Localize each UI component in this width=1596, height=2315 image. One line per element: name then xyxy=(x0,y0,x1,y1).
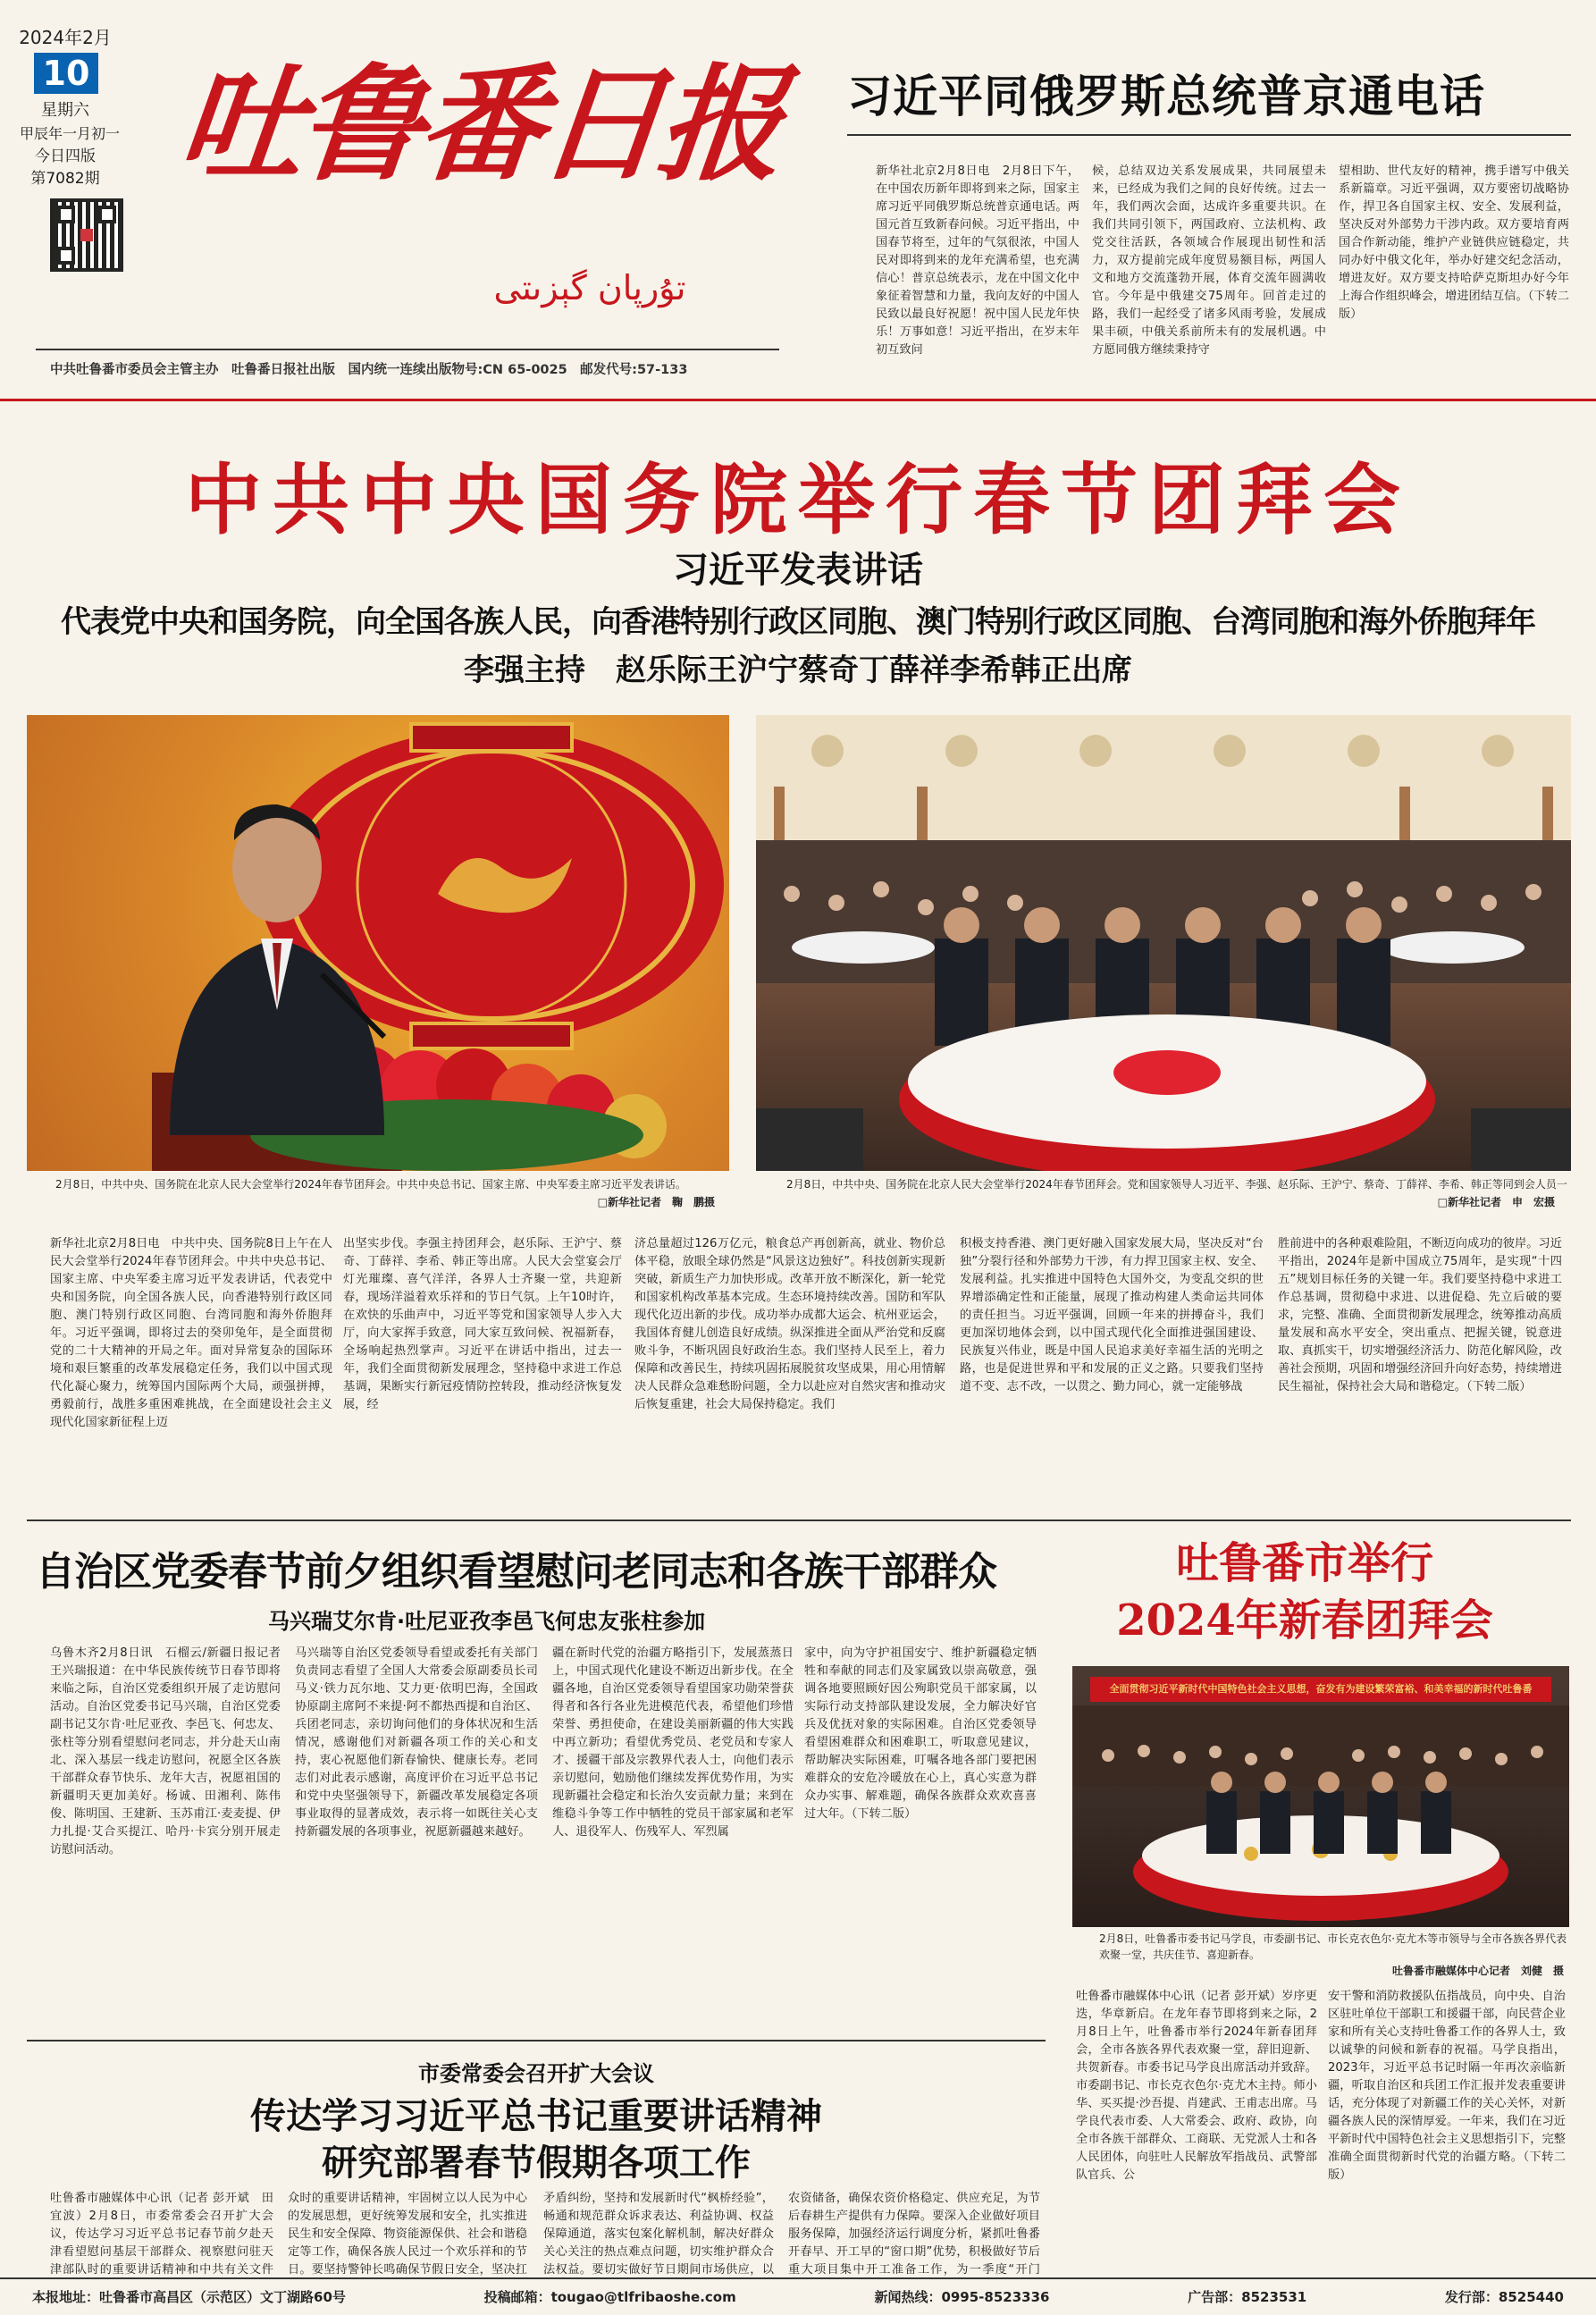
story5-headline-line2[interactable]: 研究部署春节假期各项工作 xyxy=(322,2142,751,2184)
story3-col: 乌鲁木齐2月8日讯 石榴云/新疆日报记者王兴瑞报道：在中华民族传统节日春节即将来临之际，自治区党委组织开展了走访慰问活动。自治区党委书记马兴瑞，自治区党委副书记艾尔肯·吐尼亚孜、李邑飞、何忠友、张柱等分别看望慰问老同志，并分赴天山南北、深入基层一线走访慰问，祝愿全区各族干部群众春节快乐、龙年大吉，祝愿祖国的新疆明天更加美好。杨诚、田湘利、陈伟俊、陈明国、王建新、玉苏甫江·麦麦提、伊力扎提·艾合买提江、哈丹·卡宾分别开展走访慰问活动。 xyxy=(50,1646,281,1856)
footer-ads: 广告部：8523531 xyxy=(1188,2288,1307,2305)
footer-email[interactable]: 投稿邮箱：tougao@tlfribaoshe.com xyxy=(483,2288,736,2305)
date-box xyxy=(16,23,159,202)
footer-address: 本报地址：吐鲁番市高昌区（示范区）文丁湖路60号 xyxy=(32,2288,346,2305)
speaker-scene-svg xyxy=(27,715,729,1171)
story4-banner: 全面贯彻习近平新时代中国特色社会主义思想，奋发有为建设繁荣富裕、和美幸福的新时代吐鲁番 xyxy=(1090,1677,1551,1702)
masthead-divider xyxy=(36,349,779,350)
top-story-col: 候，总结双边关系发展成果，共同展望未来，已经成为我们之间的良好传统。过去一年，我们两次会面，达成许多重要共识。在我们共同引领下，两国政府、立法机构、政党交往活跃，各领域合作展现出韧性和活力，双方提前完成年度贸易额目标，两国人文和地方交流蓬勃开展，体育交流年圆满收官。今年是中俄建交75周年。回首走过的路，我们一起经受了诸多风雨考验，发展成果丰硕，中俄关系前所未有的发展机遇。中方愿同俄方继续秉持守 xyxy=(1092,164,1326,357)
story3-headline[interactable]: 自治区党委春节前夕组织看望慰问老同志和各族干部群众 xyxy=(36,1549,996,1595)
lead-col: 积极支持香港、澳门更好融入国家发展大局，坚决反对“台独”分裂行径和外部势力干涉，有力捍卫国家主权、安全、发展利益。扎实推进中国特色大国外交，为变乱交织的世界增添确定性和正能量，展现了推动构建人类命运共同体的责任担当。习近平强调，回顾一年来的拼搏奋斗，我们更加深切地体会到，以中国式现代化全面推进强国建设、民族复兴伟业，既是中国人民追求美好幸福生活的光明之路，也是促进世界和平和发展的正义之路。只要我们坚持道不变、志不改，一以贯之、勤力同心，就一定能够战 xyxy=(960,1237,1264,1393)
story4-photo-credit: 吐鲁番市融媒体中心记者 刘健 摄 xyxy=(1391,1965,1564,1977)
story3-bottom-rule xyxy=(27,2040,1046,2041)
story4-headline-line1[interactable]: 吐鲁番市举行 xyxy=(1175,1538,1433,1588)
date-year-month: 2024年2月 xyxy=(19,27,112,48)
footer-hotline: 新闻热线：0995-8523336 xyxy=(874,2288,1050,2305)
masthead-info: 中共吐鲁番市委员会主管主办 吐鲁番日报社出版 国内统一连续出版物号:CN 65-0025 邮发代号:57-133 xyxy=(50,363,688,377)
lead-photo-banquet xyxy=(756,715,1571,1171)
story5-col: 众时的重要讲话精神，牢固树立以人民为中心的发展思想，更好统筹发展和安全，扎实推进民生和安全保障、物资能源保供、社会和谐稳定等工作，确保各族人民过一个欢乐祥和的节日。要坚持警钟长鸣确保节假日安全，坚决扛 xyxy=(288,2192,527,2276)
story5-kicker: 市委常委会召开扩大会议 xyxy=(418,2061,654,2086)
banquet-scene-svg xyxy=(756,715,1571,1171)
story3-col: 家中，向为守护祖国安宁、维护新疆稳定牺牲和奉献的同志们及家属致以崇高敬意，强调各地要照顾好因公殉职党员干部家属，以实际行动支持部队建设发展，全力解决好官兵及优抚对象的实际困难。自治区党委领导看望困难群众和困难职工，听取意见建议，帮助解决实际困难，叮嘱各地各部门要把困难群众的安危冷暖放在心上，真心实意为群众办实事、解难题，确保各族群众欢欢喜喜过大年。（下转二版） xyxy=(804,1646,1037,1821)
story4-headline-line2[interactable]: 2024年新春团拜会 xyxy=(1116,1595,1493,1646)
lead-photo-speaker xyxy=(27,715,729,1171)
top-story-col: 望相助、世代友好的精神，携手谱写中俄关系新篇章。习近平强调，双方要密切战略协作，捍卫各自国家主权、安全、发展利益，坚决反对外部势力干涉内政。双方要培育两国合作新动能，维护产业链供应链稳定，共同办好中俄文化年，举办好建交纪念活动，增进友好。双方要支持哈萨克斯坦办好今年上海合作组织峰会，增进团结互信。（下转二版） xyxy=(1339,164,1569,321)
lead-photo2-caption: 2月8日，中共中央、国务院在北京人民大会堂举行2024年春节团拜会。党和国家领导人习近平、李强、赵乐际、王沪宁、蔡奇、丁薛祥、李希、韩正等同到会人员一 xyxy=(786,1178,1567,1191)
footer-bar xyxy=(0,2281,1596,2311)
lead-deck: 代表党中央和国务院，向全国各族人民，向香港特别行政区同胞、澳门特别行政区同胞、台湾同胞和海外侨胞拜年 xyxy=(61,604,1535,640)
lead-col: 出坚实步伐。李强主持团拜会，赵乐际、王沪宁、蔡奇、丁薛祥、李希、韩正等出席。人民大会堂宴会厅灯光璀璨、喜气洋洋，各界人士齐聚一堂，共迎新春，现场洋溢着欢乐祥和的节日气氛。上午10时许，在欢快的乐曲声中，习近平等党和国家领导人步入大厅，向大家挥手致意，同大家互致问候、祝福新春，全场响起热烈掌声。习近平在讲话中指出，过去一年，我们全面贯彻新发展理念，坚持稳中求进工作总基调，果断实行新冠疫情防控转段，推动经济恢复发展，经 xyxy=(343,1237,622,1411)
masthead-uyghur: تۇرپان گېزىتى xyxy=(493,268,686,307)
story5-col: 矛盾纠纷，坚持和发展新时代“枫桥经验”，畅通和规范群众诉求表达、利益协调、权益保障通道，落实包案化解机制，解决好群众关心关注的热点难点问题，切实维护群众合法权益。要切实做好节日期间市场供应，以 xyxy=(543,2192,774,2276)
footer-distribution: 发行部：8525440 xyxy=(1444,2288,1564,2305)
story3-col: 疆在新时代党的治疆方略指引下，发展蒸蒸日上，中国式现代化建设不断迈出新步伐。在全疆各地，自治区党委领导看望国家功勋荣誉获得者和各行各业先进模范代表，希望他们珍惜荣誉、勇担使命，在建设美丽新疆的伟大实践中再立新功；看望优秀党员、老党员和专家人才、援疆干部及宗教界代表人士，向他们表示亲切慰问，勉励他们继续发挥优势作用，为实现新疆社会稳定和长治久安贡献力量；来到在维稳斗争等工作中牺牲的党员干部家属和老军人、退役军人、伤残军人、军烈属 xyxy=(552,1646,794,1839)
story4-col: 吐鲁番市融媒体中心讯（记者 彭开斌）岁序更迭，华章新启。在龙年春节即将到来之际，2月8日上午，吐鲁番市举行2024年新春团拜会，全市各族各界代表欢聚一堂，辞旧迎新、共贺新春。市委书记马学良出席活动并致辞。市委副书记、市长克衣色尔·克尤木主持。师小华、买买提·沙吾提、肖建武、王甫志出席。马学良代表市委、人大常委会、政府、政协，向全市各族干部群众、工商联、无党派人士和各人民团体，向驻吐人民解放军指战员、武警部队官兵、公 xyxy=(1076,1990,1317,2182)
footer-rule xyxy=(0,2277,1596,2279)
masthead-title: 吐鲁番日报 xyxy=(172,52,786,198)
story4-col: 安干警和消防救援队伍指战员，向中央、自治区驻吐单位干部职工和援疆干部，向民营企业家和所有关心支持吐鲁番工作的各界人士，致以诚挚的问候和新春的祝福。马学良指出，2023年，习近平总书记时隔一年再次亲临新疆，听取自治区和兵团工作汇报并发表重要讲话，充分体现了对新疆工作的关心关怀，对新疆各族人民的深情厚爱。一年来，我们在习近平新时代中国特色社会主义思想指引下，完整准确全面贯彻新时代党的治疆方略。（下转二版） xyxy=(1328,1990,1566,2182)
story3-subhead: 马兴瑞艾尔肯·吐尼亚孜李邑飞何忠友张柱参加 xyxy=(268,1609,706,1634)
date-lunar: 甲辰年一月初一 xyxy=(19,125,120,142)
date-day: 10 xyxy=(34,53,98,94)
lead-photo1-credit: □新华社记者 鞠 鹏摄 xyxy=(597,1196,715,1208)
lead-col: 济总量超过126万亿元，粮食总产再创新高，就业、物价总体平稳，放眼全球仍然是“风景这边独好”。科技创新实现新突破，新质生产力加快形成。改革开放不断深化，新一轮党和国家机构改革基本完成。生态环境持续改善。国防和军队现代化迈出新的步伐。成功举办成都大运会、杭州亚运会，我国体育健儿创造良好成绩。纵深推进全面从严治党和反腐败斗争，不断巩固良好政治生态。我们坚持人民至上，着力保障和改善民生，持续巩固拓展脱贫攻坚成果，用心用情解决人民群众急难愁盼问题，全力以赴应对自然灾害和推动灾后恢复重建，社会大局保持稳定。我们 xyxy=(634,1237,945,1411)
lead-bottom-rule xyxy=(27,1519,1571,1521)
date-issue: 第7082期 xyxy=(30,170,100,188)
lead-attendees: 李强主持 赵乐际王沪宁蔡奇丁薛祥李希韩正出席 xyxy=(464,652,1132,688)
story4-scene-svg xyxy=(1072,1666,1569,1927)
top-story-headline[interactable]: 习近平同俄罗斯总统普京通电话 xyxy=(847,71,1485,122)
story3-col: 马兴瑞等自治区党委领导看望或委托有关部门负责同志看望了全国人大常委会原副委员长司马义·铁力瓦尔地、艾力更·依明巴海，全国政协原副主席阿不来提·阿不都热西提和自治区、兵团老同志，亲切询问他们的身体状况和生活情况，感谢他们对新疆各项工作的关心和支持，衷心祝愿他们新春愉快、健康长寿。老同志们对此表示感谢，高度评价在习近平总书记和党中央坚强领导下，新疆改革发展稳定各项事业取得的显著成效，表示将一如既往关心支持新疆发展的各项事业，祝愿新疆越来越好。 xyxy=(295,1646,538,1839)
date-pages: 今日四版 xyxy=(35,147,96,165)
qr-code xyxy=(50,198,123,272)
lead-photo2-credit: □新华社记者 申 宏摄 xyxy=(1437,1196,1555,1208)
story4-photo xyxy=(1072,1666,1569,1927)
story5-col: 农资储备，确保农资价格稳定、供应充足，为节后春耕生产提供有力保障。要深入企业做好项目服务保障，加强经济运行调度分析，紧抓吐鲁番开春早、开工早的“窗口期”优势，积极做好节后重大项目集中开工准备工作，为一季度“开门 xyxy=(788,2192,1040,2276)
top-story-col: 新华社北京2月8日电 2月8日下午，在中国农历新年即将到来之际，国家主席习近平同俄罗斯总统普京通电话。两国元首互致新春问候。习近平指出，中国春节将至，过年的气氛很浓，中国人民对即将到来的龙年充满希望，也充满信心！普京总统表示，龙在中国文化中象征着智慧和力量，我向友好的中国人民致以最良好祝愿！祝中国人民龙年快乐！万事如意！习近平指出，在岁末年初互致问 xyxy=(876,164,1079,357)
story4-photo-caption: 2月8日，吐鲁番市委书记马学良，市委副书记、市长克衣色尔·克尤木等市领导与全市各族各界代表欢聚一堂，共庆佳节、喜迎新春。 xyxy=(1099,1932,1567,1961)
lead-col: 新华社北京2月8日电 中共中央、国务院8日上午在人民大会堂举行2024年春节团拜会。中共中央总书记、国家主席、中央军委主席习近平发表讲话，代表党中央和国务院，向全国各族人民，向香港特别行政区同胞、澳门特别行政区同胞、台湾同胞和海外侨胞拜年。习近平强调，即将过去的癸卯兔年，是全面贯彻党的二十大精神的开局之年。面对异常复杂的国际环境和艰巨繁重的改革发展稳定任务，我们以中国式现代化凝心聚力，统筹国内国际两个大局，顽强拼搏，勇毅前行，战胜多重困难挑战，在全面建设社会主义现代化国家新征程上迈 xyxy=(50,1237,332,1429)
top-section-divider xyxy=(0,399,1596,401)
lead-subhead: 习近平发表讲话 xyxy=(673,550,923,591)
lead-photo1-caption: 2月8日，中共中央、国务院在北京人民大会堂举行2024年春节团拜会。中共中央总书记、国家主席、中央军委主席习近平发表讲话。 xyxy=(55,1178,686,1191)
top-story-rule xyxy=(847,134,1571,136)
date-weekday: 星期六 xyxy=(41,101,89,120)
lead-headline[interactable]: 中共中央国务院举行春节团拜会 xyxy=(185,456,1411,545)
story5-col: 吐鲁番市融媒体中心讯（记者 彭开斌 田宜波）2月8日，市委常委会召开扩大会议，传达学习习近平总书记春节前夕赴天津看望慰问基层干部群众、视察慰问驻天津部队时的重要讲话精神和中共有关文件 xyxy=(50,2192,273,2276)
lead-col: 胜前进中的各种艰难险阻，不断迈向成功的彼岸。习近平指出，2024年是新中国成立75周年，是实现“十四五”规划目标任务的关键一年。我们要坚持稳中求进工作总基调，贯彻稳中求进、以进促稳、先立后破的要求，完整、准确、全面贯彻新发展理念，统筹推动高质量发展和高水平安全，突出重点、把握关键，锐意进取、真抓实干，切实增强经济活力、防范化解风险，改善社会预期，巩固和增强经济回升向好态势，持续增进民生福祉，保持社会大局和谐稳定。（下转二版） xyxy=(1278,1237,1562,1393)
story5-headline-line1[interactable]: 传达学习习近平总书记重要讲话精神 xyxy=(250,2095,822,2137)
